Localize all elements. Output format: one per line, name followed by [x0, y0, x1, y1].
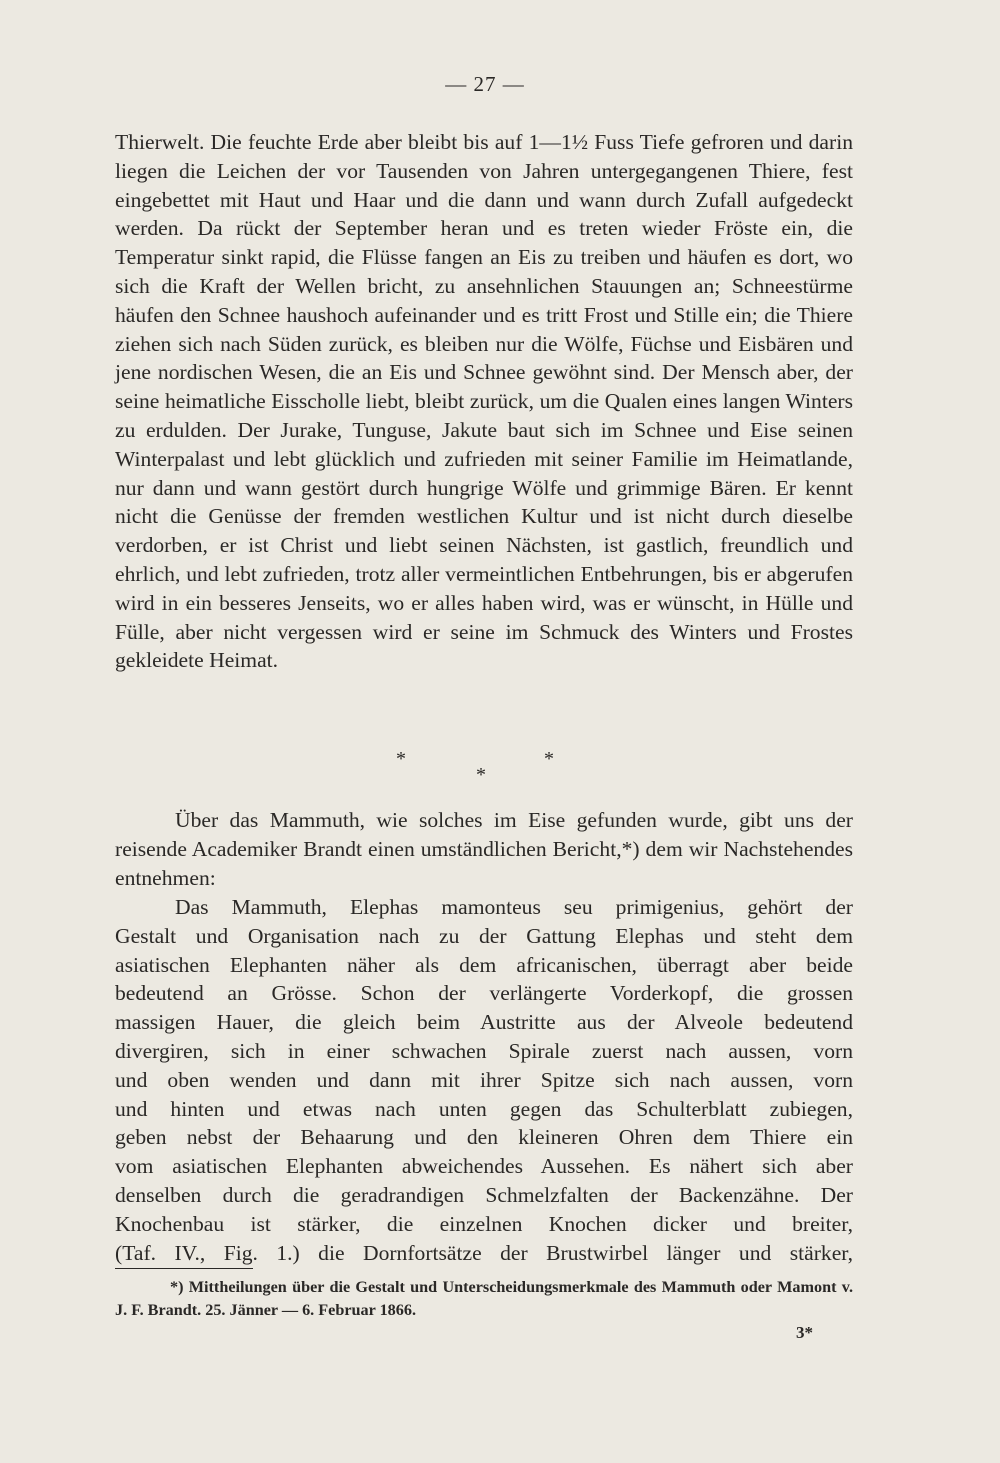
text-line: vom asiatischen Elephanten abweichendes Aussehen. Es nähert sich aber	[115, 1154, 853, 1179]
text-line: bedeutend an Grösse. Schon der verlängerte Vorderkopf, die grossen	[115, 981, 853, 1006]
page-number: — 27 —	[445, 72, 525, 96]
footnote-divider	[115, 1268, 253, 1269]
text-line: massigen Hauer, die gleich beim Austritte aus der Alveole bedeutend	[115, 1010, 853, 1035]
asterisk-middle: *	[476, 764, 486, 786]
footnote: *) Mittheilungen über die Gestalt und Unterscheidungsmerkmale des Mammuth oder Mamont v. J. F. Brandt. 25. Jänner — 6. Februar 1866.	[115, 1278, 853, 1319]
text-line: und oben wenden und dann mit ihrer Spitze sich nach aussen, vorn	[115, 1067, 853, 1092]
text-line: Gestalt und Organisation nach zu der Gattung Elephas und steht dem	[115, 923, 853, 948]
text-line: divergiren, sich in einer schwachen Spirale zuerst nach aussen, vorn	[115, 1038, 853, 1063]
section-asterism	[380, 748, 580, 788]
text-line: denselben durch die geradrandigen Schmelzfalten der Backenzähne. Der	[115, 1182, 853, 1207]
text-line: (Taf. IV., Fig. 1.) die Dornfortsätze der Brustwirbel länger und stärker,	[115, 1240, 853, 1265]
text-line: asiatischen Elephanten näher als dem africanischen, überragt aber beide	[115, 952, 853, 977]
text-line: und hinten und etwas nach unten gegen das Schulterblatt zubiegen,	[115, 1096, 853, 1121]
signature-mark: 3*	[796, 1323, 813, 1342]
paragraph-mammuth-description	[115, 893, 853, 1267]
paragraph-thierwelt: Thierwelt. Die feuchte Erde aber bleibt bis auf 1—1½ Fuss Tiefe gefroren und darin liegen die Leichen der vor Tausenden von Jahren untergegangenen Thiere, fest eingebettet mit Haut und Haar und die dann und wann durch Zufall aufgedeckt werden. Da rückt der September heran und es treten wieder Fröste ein, die Temperatur sinkt rapid, die Flüsse fangen an Eis zu treiben und häufen es dort, wo sich die Kraft der Wellen bricht, zu ansehnlichen Stauungen an; Schneestürme häufen den Schnee haushoch aufeinander und es tritt Frost und Stille ein; die Thiere ziehen sich nach Süden zurück, es bleiben nur die Wölfe, Füchse und Eisbären und jene nordischen Wesen, die an Eis und Schnee gewöhnt sind. Der Mensch aber, der seine heimatliche Eisscholle liebt, bleibt zurück, um die Qualen eines langen Winters zu erdulden. Der Jurake, Tunguse, Jakute baut sich im Schnee und Eise seinen Winterpalast und lebt glücklich und zufrieden mit seiner Familie im Heimatlande, nur dann und wann gestört durch hungrige Wölfe und grimmige Bären. Er kennt nicht die Genüsse der fremden westlichen Kultur und ist nicht durch dieselbe verdorben, er ist Christ und liebt seinen Nächsten, ist gastlich, freundlich und ehrlich, und lebt zufrieden, trotz aller vermeintlichen Entbehrungen, bis er abgerufen wird in ein besseres Jenseits, wo er alles haben wird, was er wünscht, in Hülle und Fülle, aber nicht vergessen wird er seine im Schmuck des Winters und Frostes gekleidete Heimat.	[115, 130, 853, 673]
paragraph-mammuth-intro: Über das Mammuth, wie solches im Eise gefunden wurde, gibt uns der reisende Academiker Brandt einen umständlichen Bericht,*) dem wir Nachstehendes entnehmen:	[115, 808, 853, 890]
text-line: Knochenbau ist stärker, die einzelnen Knochen dicker und breiter,	[115, 1211, 853, 1236]
asterisk-left: *	[396, 748, 406, 770]
text-line: geben nebst der Behaarung und den kleineren Ohren dem Thiere ein	[115, 1125, 853, 1150]
asterisk-right: *	[544, 748, 554, 770]
text-line: Das Mammuth, Elephas mamonteus seu primigenius, gehört der	[175, 895, 853, 919]
